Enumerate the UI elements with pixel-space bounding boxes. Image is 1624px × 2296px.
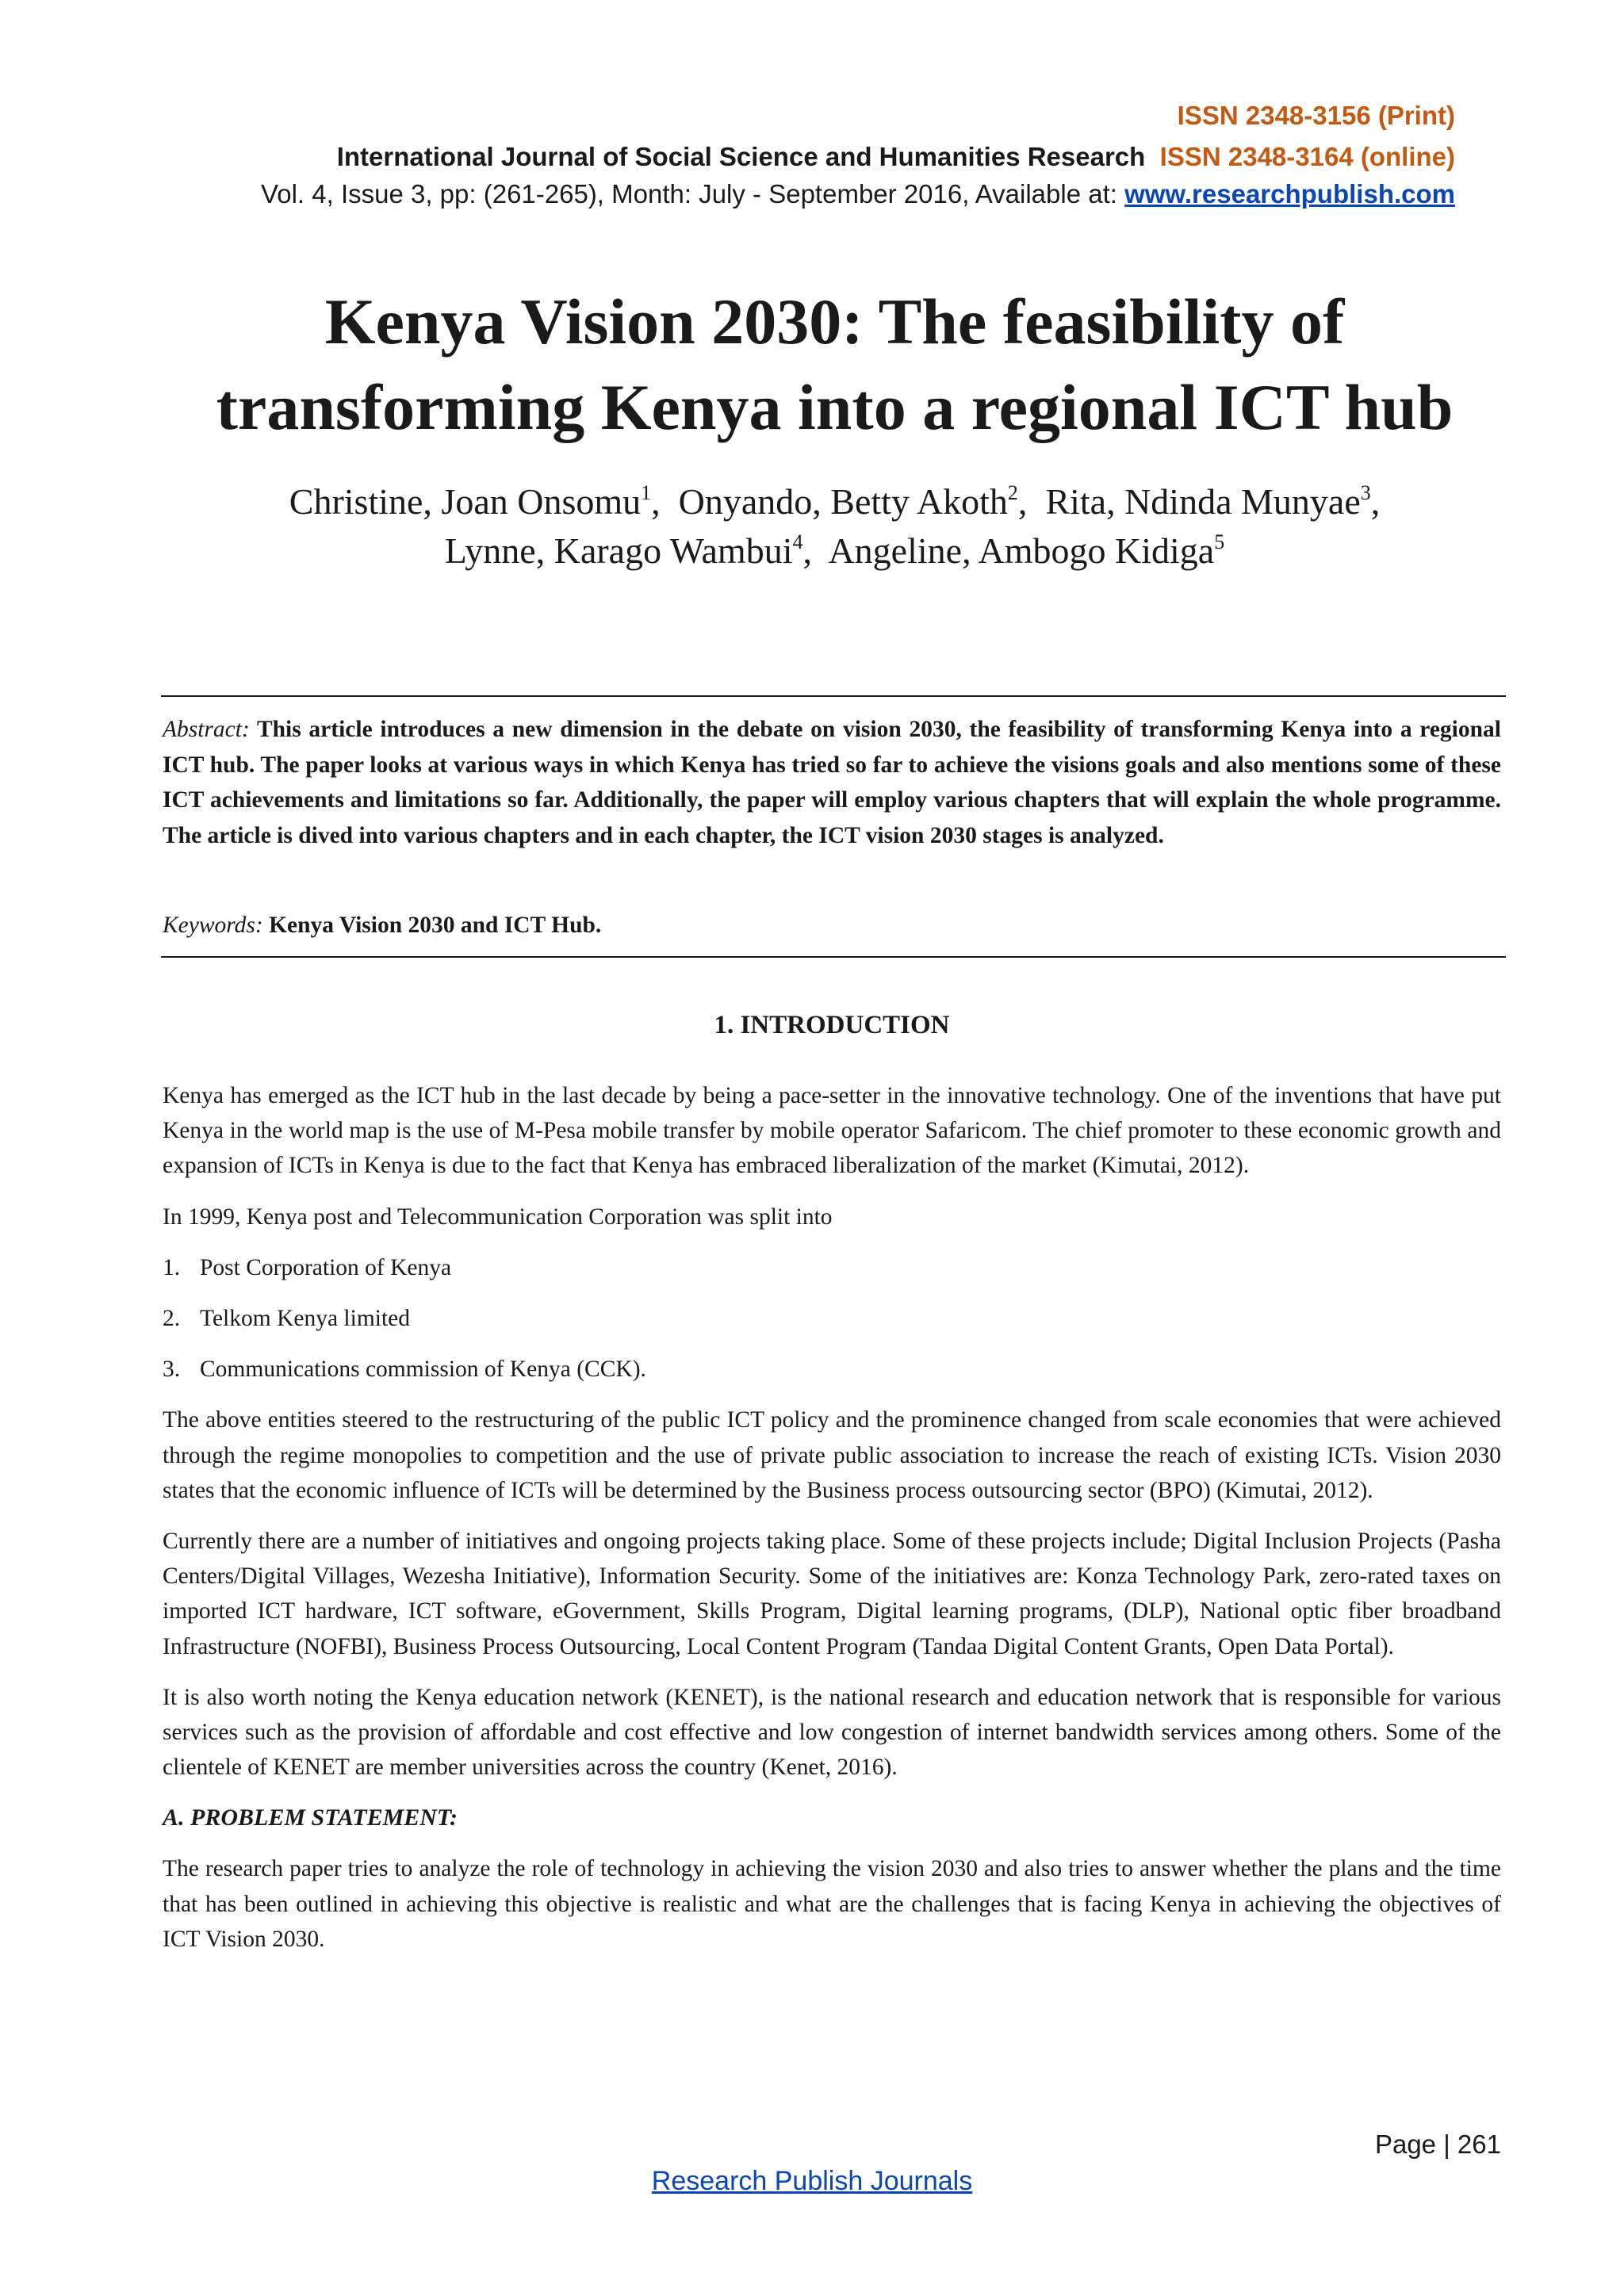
author-affiliation-mark: 2 xyxy=(1007,481,1018,504)
author-affiliation-mark: 3 xyxy=(1360,481,1371,504)
section-heading-introduction: 1. INTRODUCTION xyxy=(714,1011,950,1039)
article-body xyxy=(163,1001,1501,1973)
author-affiliation-mark: 4 xyxy=(792,530,803,553)
body-paragraph: Kenya has emerged as the ICT hub in the last decade by being a pace-setter in the innovative technology. One of the inventions that have put Kenya in the world map is the use of M-Pesa mobile transfer by mobile operator Safaricom. The chief promoter to these economic growth and expansion of ICTs in Kenya is due to the fact that Kenya has embraced liberalization of the market (Kimutai, 2012). xyxy=(163,1083,1501,1179)
issue-info: Vol. 4, Issue 3, pp: (261-265), Month: July - September 2016, Available at: xyxy=(261,179,1125,209)
abstract-text: This article introduces a new dimension in the debate on vision 2030, the feasibility of transforming Kenya into a regional ICT hub. The paper looks at various ways in which Kenya has tried so far to achieve the visions goals and also mentions some of these ICT achievements and limitations so far. Additionally, the paper will employ various chapters that will explain the whole programme. The article is dived into various chapters and in each chapter, the ICT vision 2030 stages is analyzed. xyxy=(163,717,1501,848)
author-name: Christine, Joan Onsomu xyxy=(289,481,642,522)
list-item xyxy=(163,1250,1501,1285)
title-line-1: Kenya Vision 2030: The feasibility of xyxy=(324,285,1345,358)
abstract-bottom-rule xyxy=(161,956,1506,958)
list-item-text: Communications commission of Kenya (CCK). xyxy=(200,1357,646,1383)
journal-name-line xyxy=(182,136,1455,178)
abstract xyxy=(163,712,1501,853)
issn-print-line xyxy=(182,95,1455,136)
article-title xyxy=(119,279,1550,450)
journal-website-link[interactable]: www.researchpublish.com xyxy=(1124,179,1455,209)
keywords-label: Keywords: xyxy=(163,913,263,938)
author-affiliation-mark: 5 xyxy=(1214,530,1225,553)
list-item xyxy=(163,1301,1501,1336)
author-list xyxy=(119,477,1550,576)
title-line-2: transforming Kenya into a regional ICT hub xyxy=(216,371,1454,443)
body-paragraph: In 1999, Kenya post and Telecommunication Corporation was split into xyxy=(163,1203,833,1230)
body-paragraph: Currently there are a number of initiatives and ongoing projects taking place. Some of these projects include; Digital Inclusion Projects (Pasha Centers/Digital Villages, Wezesha Initiative), Information Security. Some of the initiatives are: Konza Technology Park, zero-rated taxes on imported ICT hardware, ICT software, eGovernment, Skills Program, Digital learning programs, (DLP), National optic fiber broadband Infrastructure (NOFBI), Business Process Outsourcing, Local Content Program (Tandaa Digital Content Grants, Open Data Portal). xyxy=(163,1529,1501,1659)
list-item-text: Telkom Kenya limited xyxy=(200,1306,411,1332)
list-item xyxy=(163,1352,1501,1387)
subsection-heading-problem-statement: A. PROBLEM STATEMENT: xyxy=(163,1804,458,1831)
abstract-top-rule xyxy=(161,695,1506,697)
body-paragraph: The above entities steered to the restructuring of the public ICT policy and the prominence changed from scale economies that were achieved through the regime monopolies to competition and the use of private public association to increase the reach of existing ICTs. Vision 2030 states that the economic influence of ICTs will be determined by the Business process outsourcing sector (BPO) (Kimutai, 2012). xyxy=(163,1407,1501,1503)
keywords-text: Kenya Vision 2030 and ICT Hub. xyxy=(269,913,602,938)
abstract-label: Abstract: xyxy=(163,717,250,742)
author-name: Onyando, Betty Akoth xyxy=(678,481,1008,522)
list-number: 2. xyxy=(163,1306,181,1332)
author-affiliation-mark: 1 xyxy=(641,481,652,504)
author-name: Rita, Ndinda Munyae xyxy=(1045,481,1361,522)
list-item-text: Post Corporation of Kenya xyxy=(200,1254,452,1280)
footer xyxy=(0,2160,1624,2202)
issue-info-line xyxy=(182,174,1455,215)
body-paragraph: The research paper tries to analyze the role of technology in achieving the vision 2030 and also tries to answer whether the plans and the time that has been outlined in achieving this objective is realistic and what are the challenges that is facing Kenya in achieving the objectives of ICT Vision 2030. xyxy=(163,1856,1501,1952)
list-number: 1. xyxy=(163,1254,181,1280)
issn-online: ISSN 2348-3164 (online) xyxy=(1159,142,1455,171)
author-line-1: Christine, Joan Onsomu$^1$, Onyando, Betty Akoth$^2$, Rita, Ndinda Munyae$^3$, xyxy=(289,481,1381,522)
author-line-2: Lynne, Karago Wambui$^4$, Angeline, Ambogo Kidiga$^5$ xyxy=(444,530,1225,571)
author-name: Lynne, Karago Wambui xyxy=(444,530,793,571)
author-name: Angeline, Ambogo Kidiga xyxy=(828,530,1215,571)
list-number: 3. xyxy=(163,1357,181,1383)
publisher-link[interactable]: Research Publish Journals xyxy=(651,2166,973,2196)
keywords xyxy=(163,908,1501,943)
body-paragraph: It is also worth noting the Kenya education network (KENET), is the national research and education network that is responsible for various services such as the provision of affordable and cost effective and low congestion of internet bandwidth services among others. Some of the clientele of KENET are member universities across the country (Kenet, 2016). xyxy=(163,1684,1501,1781)
issn-print: ISSN 2348-3156 (Print) xyxy=(1177,101,1455,130)
page-number: Page | 261 xyxy=(1374,2130,1501,2159)
split-entities-list xyxy=(163,1250,1501,1387)
journal-name: International Journal of Social Science and Humanities Research xyxy=(336,142,1146,171)
